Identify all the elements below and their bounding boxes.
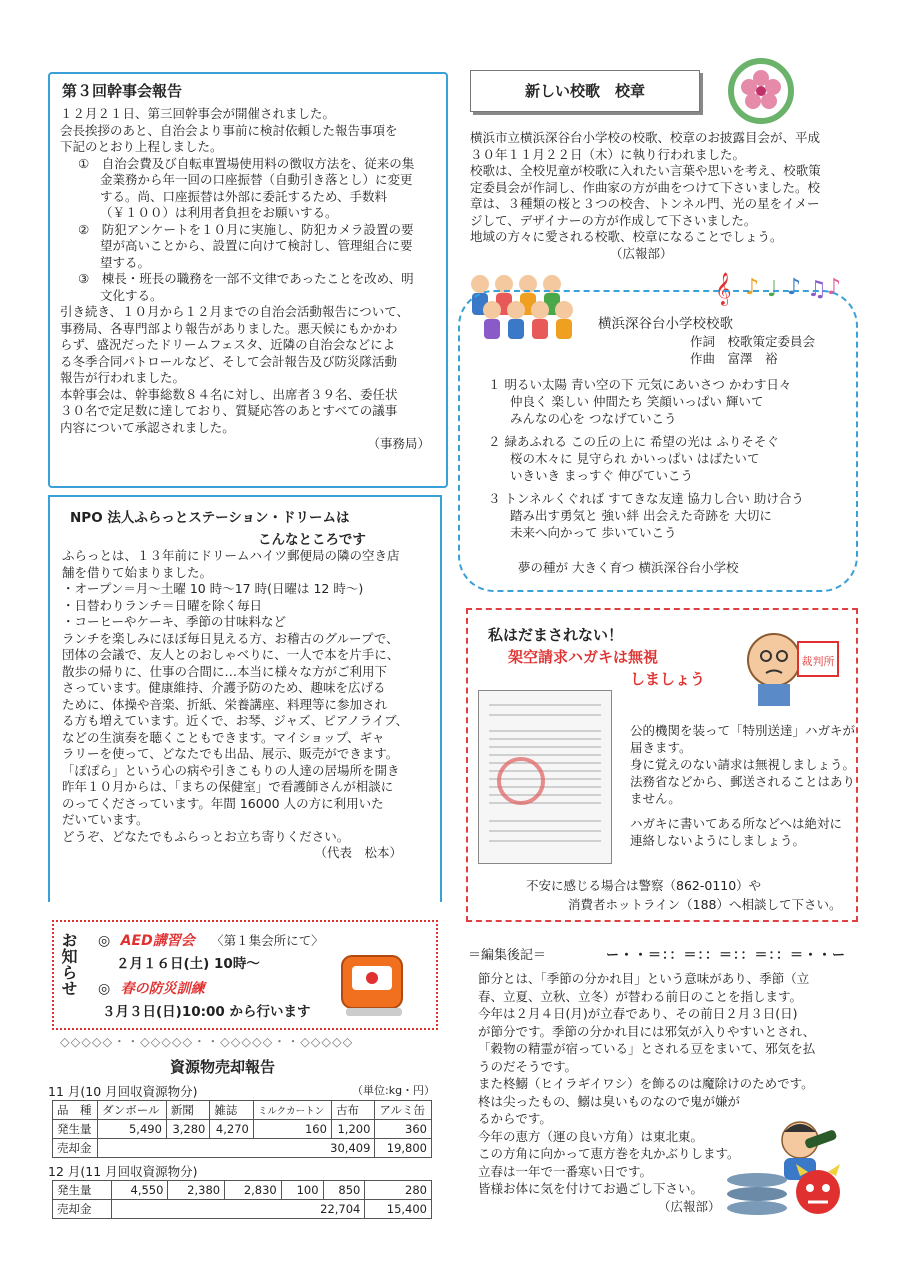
- text-line: この方角に向かって恵方巻を丸かぶりします。: [478, 1146, 740, 1161]
- table-row: [53, 1181, 432, 1200]
- song-lyrics: [488, 376, 804, 541]
- text-line: 法務省などから、郵送されることはあり: [630, 774, 856, 789]
- notice-aed: [98, 930, 324, 950]
- list-item: 望する。: [100, 254, 151, 270]
- oni-demon-icon: [790, 1162, 846, 1225]
- dec-label: 12 月(11 月回収資源物分): [48, 1164, 198, 1179]
- table-cell: 3,280: [166, 1120, 209, 1139]
- aed-place: 〈第１集会所にて〉: [211, 933, 324, 948]
- song-title: 横浜深谷台小学校校歌: [598, 316, 733, 332]
- postcard-image: [478, 690, 612, 864]
- lyric-line: みんなの心を つなげていこう: [510, 411, 677, 426]
- text-line: 横浜市立横浜深谷台小学校の校歌、校章のお披露目会が、平成: [470, 130, 821, 145]
- circle-bullet-icon: ◎: [98, 933, 111, 949]
- svg-text:♪: ♪: [745, 275, 760, 300]
- list-item: ② 防犯アンケートを１０月に実施し、防犯カメラ設置の要: [78, 221, 414, 237]
- table-cell: 売却金: [53, 1139, 98, 1158]
- text-line: らず、盛況だったドリームフェスタ、近隣の自治会などによ: [60, 337, 396, 352]
- table-cell: 850: [323, 1181, 365, 1200]
- text-line: 皆様お体に気を付けてお過ごし下さい。: [478, 1181, 704, 1196]
- fraud-contact-1: 不安に感じる場合は警察（862-0110）や: [526, 878, 762, 893]
- song-composer: 作曲 富澤 裕: [690, 351, 778, 366]
- text-line: また柊鰯（ヒイラギイワシ）を飾るのは魔除けのためです。: [478, 1076, 814, 1091]
- lyric-line: 未来へ向かって 歩いていこう: [510, 525, 677, 540]
- table-row: [53, 1139, 432, 1158]
- text-line: 団体の会議で、友人とのおしゃべりに、一人で本を片手に、: [62, 647, 400, 662]
- list-item: ③ 棟長・班長の職務を一部不文律であったことを改め、明: [78, 271, 414, 286]
- notice-drill: [98, 978, 205, 998]
- table-cell: ミルクカートン: [253, 1101, 331, 1120]
- table-cell: アルミ缶: [375, 1101, 432, 1120]
- text-line: ハガキに書いてある所などへは絶対に: [630, 816, 843, 831]
- resources-title: 資源物売却報告: [170, 1058, 276, 1076]
- table-cell: 22,704: [111, 1200, 365, 1219]
- fraud-sign-label: 裁判所: [801, 655, 835, 668]
- table-cell: 2,380: [168, 1181, 225, 1200]
- lyric-line: 踏み出す勇気と 強い絆 出会えた奇跡を 大切に: [510, 508, 772, 523]
- fraud-title: 私はだまされない！: [488, 626, 624, 644]
- divider: ◇◇◇◇◇・・◇◇◇◇◇・・◇◇◇◇◇・・◇◇◇◇◇: [60, 1034, 354, 1049]
- kanji-report-title: 第３回幹事会報告: [62, 82, 183, 100]
- lyric-line: いきいき まっすぐ 伸びていこう: [510, 468, 693, 483]
- aed-title: AED講習会: [120, 933, 195, 949]
- text-line: 会長挨拶のあと、自治会より事前に検討依頼した報告事項を: [60, 122, 398, 138]
- text-line: 「穀物の精霊が宿っている」とされる豆をまいて、邪気を払: [478, 1041, 816, 1056]
- text-line: 散歩の帰りに、仕事の合間に…本当に様々な方がご利用下: [62, 663, 388, 679]
- text-line: 章は、３種類の桜と３つの校舎、トンネル門、光の星をイメー: [470, 196, 820, 211]
- nov-label: 11 月(10 月回収資源物分): [48, 1084, 198, 1099]
- kanji-report-body: [60, 106, 440, 453]
- table-row: [53, 1200, 432, 1219]
- table-cell: 発生量: [53, 1181, 112, 1200]
- svg-text:♪: ♪: [827, 275, 842, 300]
- list-item: する。尚、口座振替は外部に委託するため、手数料: [100, 188, 388, 204]
- npo-subtitle: こんなところです: [258, 532, 366, 548]
- text-line: 地域の方々に愛される校歌、校章になることでしょう。: [470, 229, 783, 244]
- text-line: ・コーヒーやケーキ、季節の甘味料など: [62, 614, 287, 629]
- table-cell: 4,270: [210, 1120, 253, 1139]
- aed-date: ２月１６日(土) 10時～: [116, 956, 260, 972]
- table-cell: 100: [281, 1181, 323, 1200]
- text-line: 内容について承認されました。: [60, 419, 235, 435]
- list-item: 文化する。: [100, 287, 163, 303]
- song-intro: [470, 130, 850, 262]
- afterword-deco: ー・・＝：：＝：：＝：：＝：：＝・・ー: [606, 948, 847, 963]
- sardine-icon: [722, 1168, 792, 1221]
- aed-device-icon: [336, 946, 414, 1025]
- worried-man-icon: [736, 618, 846, 711]
- svg-text:𝄞: 𝄞: [715, 272, 732, 305]
- text-line: うのだそうです。: [478, 1058, 578, 1074]
- school-emblem-icon: [726, 56, 796, 126]
- table-cell: 2,830: [225, 1181, 282, 1200]
- circle-bullet-icon: ◎: [98, 981, 111, 997]
- nov-table: [52, 1100, 432, 1158]
- table-cell: 360: [375, 1120, 432, 1139]
- text-line: ・オープン＝月～土曜 10 時～17 時(日曜は 12 時～): [62, 581, 364, 596]
- fraud-contact-2: 消費者ホットライン（188）へ相談して下さい。: [568, 897, 842, 912]
- fraud-title-2: 架空請求ハガキは無視: [508, 648, 659, 666]
- list-item: （￥１００）は利用者負担をお願いする。: [100, 205, 338, 220]
- song-lyricist: 作詞 校歌策定委員会: [690, 334, 816, 349]
- text-line: ３０年１１月２２日（木）に執り行われました。: [470, 146, 746, 162]
- text-line: 春、立夏、立秋、立冬）が替わる前日のことを指します。: [478, 988, 803, 1004]
- npo-title: NPO 法人ふらっとステーション・ドリームは: [70, 510, 350, 526]
- table-cell: 5,490: [98, 1120, 167, 1139]
- table-cell: 雑誌: [210, 1101, 253, 1120]
- table-cell: ダンボール: [98, 1101, 167, 1120]
- table-cell: 4,550: [111, 1181, 168, 1200]
- text-line: 身に覚えのない請求は無視しましょう。: [630, 757, 856, 772]
- table-row: [53, 1101, 432, 1120]
- text-line: 舗を借りて始まりました。: [62, 564, 213, 580]
- text-line: ために、体操や音楽、折紙、栄養講座、料理等に参加され: [62, 696, 388, 712]
- text-line: さっています。健康維持、介護予防のため、趣味を広げる: [62, 680, 386, 695]
- text-line: 届きます。: [630, 740, 692, 755]
- text-line: 今年は２月４日(月)が立春であり、その前日２月３日(日): [478, 1006, 798, 1021]
- text-line: 今年の恵方（運の良い方角）は東北東。: [478, 1128, 704, 1144]
- list-item: 望が高いことから、設置に向けて検討し、管理組合に要: [100, 238, 413, 253]
- fraud-title-3: しましょう: [630, 670, 706, 688]
- text-line: るからです。: [478, 1111, 552, 1126]
- text-line: １２月２１日、第三回幹事会が開催されました。: [60, 106, 336, 121]
- drill-title: 春の防災訓練: [120, 981, 205, 997]
- text-line: 公的機関を装って「特別送達」ハガキが: [630, 723, 856, 738]
- svg-text:♪: ♪: [787, 275, 802, 300]
- text-line: 報告が行われました。: [60, 370, 186, 385]
- text-line: ふらっとは、１３年前にドリームハイツ郵便局の隣の空き店: [62, 548, 400, 563]
- dec-table: [52, 1180, 432, 1219]
- signature: （事務局）: [367, 436, 430, 451]
- table-cell: 1,200: [331, 1120, 374, 1139]
- text-line: 引き続き、１０月から１２月までの自治会活動報告について、: [60, 304, 410, 319]
- table-cell: 15,400: [365, 1200, 432, 1219]
- unit-label: （単位:kg・円）: [352, 1084, 436, 1097]
- text-line: 立春は一年で一番寒い日です。: [478, 1163, 653, 1179]
- text-line: が節分です。季節の分かれ目には邪気が入りやすいとされ、: [478, 1023, 816, 1039]
- lyric-line: １ 明るい太陽 青い空の下 元気にあいさつ かわす日々: [488, 377, 792, 392]
- table-row: [53, 1120, 432, 1139]
- text-line: ません。: [630, 791, 681, 806]
- kanji-report-box: [48, 72, 448, 488]
- npo-body: [62, 548, 432, 862]
- table-cell: 160: [253, 1120, 331, 1139]
- text-line: 昨年１０月からは、「まちの保健室」で看護師さんが相談に: [62, 779, 394, 794]
- fraud-body: [630, 722, 855, 849]
- lyric-line: 仲良く 楽しい 仲間たち 笑顔いっぱい 輝いて: [510, 394, 764, 409]
- table-cell: 30,409: [98, 1139, 375, 1158]
- song-header: [470, 70, 700, 112]
- list-item: ① 自治会費及び自転車置場使用料の徴収方法を、従来の集: [78, 155, 415, 171]
- text-line: ３０名で定足数に達しており、質疑応答のあとすべての議事: [60, 403, 398, 418]
- song-closing: 夢の種が 大きく育つ 横浜深谷台小学校: [518, 560, 739, 575]
- notice-label: お知らせ: [59, 932, 78, 996]
- text-line: ランチを楽しみにほぼ毎日見える方、お稽古のグループで、: [62, 630, 399, 646]
- text-line: ラリーを使って、どなたでも出品、展示、販売ができます。: [62, 746, 399, 761]
- text-line: 連絡しないようにしましょう。: [630, 833, 806, 848]
- text-line: だいています。: [62, 812, 149, 827]
- text-line: 節分とは、「季節の分かれ目」という意味があり、季節（立: [478, 971, 810, 986]
- signature: （広報部）: [610, 245, 673, 261]
- list-item: 金業務から年一回の口座振替（自動引き落とし）に変更: [100, 172, 413, 187]
- lyric-line: 桜の木々に 見守られ かいっぱい はばたいて: [510, 451, 760, 466]
- text-line: 本幹事会は、幹事総数８４名に対し、出席者３９名、委任状: [60, 386, 398, 402]
- svg-text:♩: ♩: [767, 277, 778, 302]
- text-line: ・日替わりランチ＝日曜を除く毎日: [62, 597, 263, 613]
- text-line: る方も増えています。近くで、お琴、ジャズ、ピアノライブ、: [62, 713, 409, 728]
- lyric-line: ３ トンネルくぐれば すてきな友達 協力し合い 助け合う: [488, 491, 804, 506]
- text-line: どうぞ、どなたでもふらっとお立ち寄りください。: [62, 828, 350, 844]
- drill-date: ３月３日(日)10:00 から行います: [102, 1004, 311, 1020]
- signature: （代表 松本）: [314, 845, 402, 860]
- table-cell: 古布: [331, 1101, 374, 1120]
- text-line: のってくださっています。年間 16000 人の方に利用いた: [62, 795, 384, 811]
- text-line: 柊は尖ったもの、鰯は臭いものなので鬼が嫌が: [478, 1093, 741, 1109]
- song-header-title: 新しい校歌 校章: [524, 82, 645, 100]
- text-line: 事務局、各専門部より報告がありました。悪天候にもかかわ: [60, 320, 398, 336]
- table-cell: 売却金: [53, 1200, 112, 1219]
- text-line: 「ぽぽら」という心の病や引きこもりの人達の居場所を開き: [62, 762, 400, 778]
- text-line: 定委員会が作詞し、作曲家の方が曲をつけて下さいました。校: [470, 179, 821, 195]
- table-cell: 品 種: [53, 1101, 98, 1120]
- signature: （広報部）: [658, 1198, 721, 1214]
- table-cell: 新聞: [166, 1101, 209, 1120]
- text-line: 校歌は、全校児童が校歌に入れたい言葉や思いを考え、校歌策: [470, 163, 821, 178]
- text-line: ジして、デザイナーの方が作成して下さいました。: [470, 212, 757, 228]
- table-cell: 280: [365, 1181, 432, 1200]
- text-line: 下記のとおり上程しました。: [60, 139, 223, 154]
- text-line: などの生演奏を聴くこともできます。マイショップ、ギャ: [62, 729, 385, 745]
- afterword-title: ＝編集後記＝: [468, 948, 547, 963]
- table-cell: 発生量: [53, 1120, 98, 1139]
- text-line: る冬季合同パトロールなど、そして会計報告及び防災隊活動: [60, 353, 398, 369]
- lyric-line: ２ 緑あふれる この丘の上に 希望の光は ふりそそぐ: [488, 434, 779, 449]
- svg-text:♫: ♫: [807, 277, 827, 302]
- table-cell: 19,800: [375, 1139, 432, 1158]
